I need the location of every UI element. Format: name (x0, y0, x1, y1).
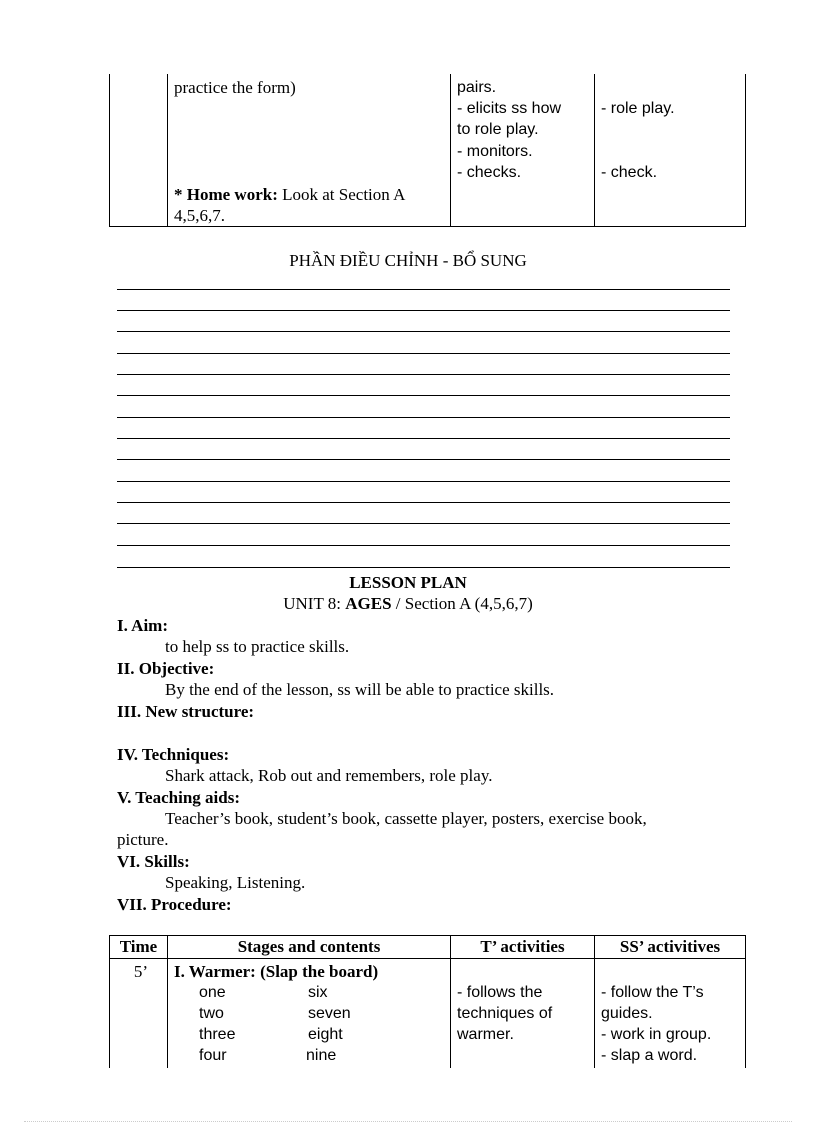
ss-activity-line: - slap a word. (601, 1047, 698, 1064)
homework-label: * Home work: (174, 185, 278, 204)
writing-line (117, 545, 730, 546)
stages-cell (168, 959, 451, 1069)
ss-activity-line: - role play. (601, 100, 675, 117)
lesson-plan-title: LESSON PLAN (349, 573, 467, 592)
teacher-activities-cell (451, 959, 595, 1069)
word-left: four (199, 1047, 227, 1064)
word-right: seven (308, 1005, 351, 1022)
stage-line: practice the form) (174, 78, 296, 97)
word-left: two (199, 1005, 224, 1022)
objective-text: By the end of the lesson, ss will be able to practice skills. (165, 680, 555, 699)
skills-text: Speaking, Listening. (165, 873, 306, 892)
header-t-activities: T’ activities (451, 936, 595, 959)
warmer-heading: I. Warmer: (Slap the board) (174, 962, 379, 981)
t-activity-line: techniques of (457, 1005, 553, 1022)
header-ss-activities: SS’ activitives (595, 936, 746, 959)
adjustment-heading: PHẦN ĐIỀU CHỈNH - BỔ SUNG (289, 251, 527, 270)
student-activities-cell (595, 74, 746, 227)
techniques-text: Shark attack, Rob out and remembers, role play. (165, 766, 493, 785)
procedure-label: VII. Procedure: (117, 895, 232, 914)
ss-activity-line: - check. (601, 164, 658, 181)
aim-text: to help ss to practice skills. (165, 637, 350, 656)
writing-line (117, 438, 730, 439)
homework-line (174, 184, 405, 205)
writing-line (117, 567, 730, 568)
top-activity-table (109, 74, 746, 227)
homework-cont: 4,5,6,7. (174, 206, 225, 225)
ss-activity-line: guides. (601, 1005, 653, 1022)
t-activity-line: - follows the (457, 984, 543, 1001)
ss-activity-line: - work in group. (601, 1026, 712, 1043)
writing-line (117, 481, 730, 482)
stages-cell (168, 74, 451, 227)
writing-line (117, 374, 730, 375)
t-activity-line: - checks. (457, 164, 522, 181)
aids-cont: picture. (117, 830, 169, 849)
objective-label: II. Objective: (117, 659, 215, 678)
ss-activity-line: - follow the T’s (601, 984, 704, 1001)
structure-label: III. New structure: (117, 702, 255, 721)
header-time: Time (110, 936, 168, 959)
unit-prefix: UNIT 8: (283, 594, 346, 613)
word-right: six (308, 984, 328, 1001)
word-right: nine (306, 1047, 337, 1064)
teacher-activities-cell (451, 74, 595, 227)
t-activity-line: warmer. (457, 1026, 514, 1043)
writing-line (117, 289, 730, 290)
homework-text: Look at Section A (277, 185, 406, 204)
time-cell (110, 959, 168, 1069)
t-activity-line: pairs. (457, 79, 497, 96)
word-right: eight (308, 1026, 343, 1043)
writing-line (117, 310, 730, 311)
writing-line (117, 523, 730, 524)
writing-line (117, 502, 730, 503)
writing-line (117, 459, 730, 460)
t-activity-line: - elicits ss how (457, 100, 562, 117)
student-activities-cell (595, 959, 746, 1069)
t-activity-line: - monitors. (457, 143, 533, 160)
unit-line (0, 593, 816, 614)
time-cell (110, 74, 168, 227)
writing-line (117, 353, 730, 354)
time-value: 5’ (133, 962, 148, 981)
writing-line (117, 395, 730, 396)
procedure-table (109, 935, 746, 1068)
aids-label: V. Teaching aids: (117, 788, 240, 807)
unit-suffix: / Section A (4,5,6,7) (391, 594, 533, 613)
aim-label: I. Aim: (117, 616, 168, 635)
word-left: three (199, 1026, 236, 1043)
unit-name: AGES (345, 594, 392, 613)
skills-label: VI. Skills: (117, 852, 190, 871)
aids-text: Teacher’s book, student’s book, cassette player, posters, exercise book, (165, 809, 647, 828)
page-bottom-divider (24, 1121, 792, 1122)
writing-line (117, 417, 730, 418)
word-left: one (199, 984, 226, 1001)
writing-line (117, 331, 730, 332)
t-activity-line: to role play. (457, 121, 539, 138)
techniques-label: IV. Techniques: (117, 745, 230, 764)
header-stages: Stages and contents (168, 936, 451, 959)
